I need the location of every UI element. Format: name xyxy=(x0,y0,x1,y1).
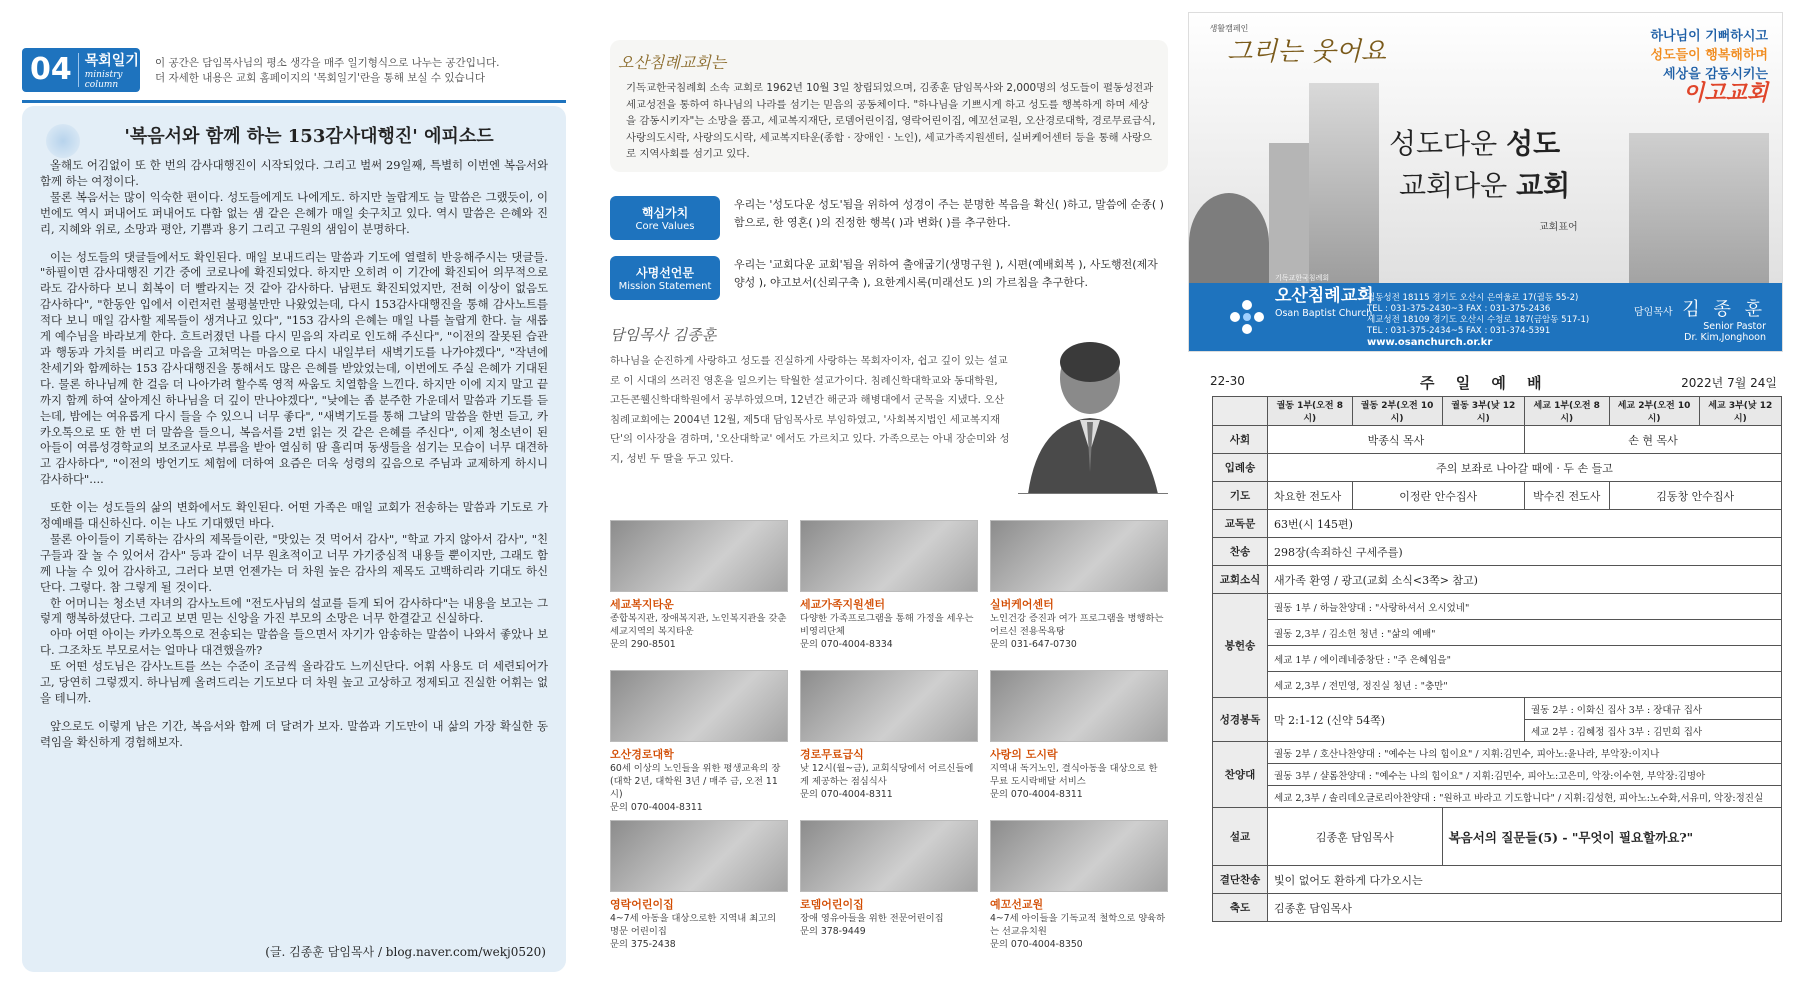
ministry-photo xyxy=(990,820,1168,892)
essay-paragraph: 또 어떤 성도님은 감사노트를 쓰는 수준이 조금씩 올라감도 느끼신단다. 어휘 사용도 더 세련되어가고, 당연히 그렇겠지. 하나님께 올려드리는 기도보다 더 차원 높고 고상하고 정제되고 진실한 어휘는 없을 테니까. xyxy=(40,659,548,705)
table-row xyxy=(1213,510,1782,538)
ministry-title: 영락어린이집 xyxy=(610,898,674,911)
ministry-contact: 문의 031-647-0730 xyxy=(990,639,1077,650)
core-values-text: 우리는 '성도다운 성도'됨을 위하여 성경이 주는 분명한 복음을 확신( )하고, 말씀에 순종( )함으로, 한 영혼( )의 진정한 행복( )과 변화( )를 추구한다. xyxy=(734,198,1164,229)
mission-tag xyxy=(610,256,720,300)
ministry-contact: 문의 070-4004-8350 xyxy=(990,939,1083,950)
essay-paragraph: 앞으로도 이렇게 남은 기간, 복음서와 함께 더 달려가 보자. 말씀과 기도만이 내 삶의 가장 확실한 동력임을 확신하게 경험해보자. xyxy=(40,718,548,749)
vision-line: 세상을 감동시키는 xyxy=(1663,67,1768,82)
core-values-label: 핵심가치 xyxy=(641,206,689,220)
pastor-profile xyxy=(610,322,1168,552)
row-label: 교독문 xyxy=(1213,510,1268,538)
service-header: 세교 1부(오전 8시) xyxy=(1524,397,1609,426)
bulletin-volume: 22-30 xyxy=(1210,374,1245,388)
section-label: 목회일기 xyxy=(84,53,139,69)
table-row xyxy=(1213,698,1782,720)
pastor-title: 담임목사 xyxy=(1634,307,1673,318)
church-intro-text: 기독교한국침례회 소속 교회로 1962년 10월 3일 창립되었으며, 김종훈 담임목사와 2,000명의 성도들이 펼동성전과 세교성전을 통하여 하나님의 나라를 섬기는 믿음의 공동체이다. "하나님을 기쁘시게 하고 성도를 행복하게 하며 세상을 감동시키자"는 소망을 품고, 세교복지재단, 로뎀어린이집, 영락어린이집, 예꼬선교원, 오산경로대학, 경로무료급식, 사랑의도시락, 사랑의도시락, 세교복지타운(종합 · 장애인 · 노인), 세교가족지원센터, 실버케어센터 등을 통해 사랑으로 지역사회를 섬기고 있다. xyxy=(626,82,1156,160)
row-value: 궐동 2,3부 / 김소헌 청년 : "삶의 예배" xyxy=(1268,620,1782,646)
ministry-desc: 4~7세 아이들을 기독교적 철학으로 양육하는 선교유치원 xyxy=(990,913,1166,937)
ministry-photo xyxy=(800,820,978,892)
table-row xyxy=(1213,646,1782,672)
phone-line: TEL : 031-375-2434~5 FAX : 031-374-5391 xyxy=(1367,326,1551,336)
row-label: 설교 xyxy=(1213,808,1268,866)
ministry-title: 세교복지타운 xyxy=(610,598,674,611)
ministry-photo xyxy=(990,670,1168,742)
row-value: 세교 2,3부 / 전민영, 정진실 청년 : "충만" xyxy=(1268,672,1782,698)
ministry-desc: 지역내 독거노인, 결식아동을 대상으로 한 무료 도시락배달 서비스 xyxy=(990,763,1158,787)
ministry-card xyxy=(610,670,788,816)
intro-line: 더 자세한 내용은 교회 홈페이지의 '목회일기'란을 통해 보실 수 있습니다 xyxy=(155,72,485,84)
ministry-contact: 문의 070-4004-8311 xyxy=(610,802,703,813)
row-value: 세교 1부 / 에이레네중창단 : "주 은혜임을" xyxy=(1268,646,1782,672)
row-value: 궐동 1부 / 하늘찬양대 : "사랑하셔서 오시었네" xyxy=(1268,594,1782,620)
ministry-title: 경로무료급식 xyxy=(800,748,864,761)
essay-signature: (글. 김종훈 담임목사 / blog.naver.com/wekj0520) xyxy=(265,945,546,959)
service-header: 세교 2부(오전 10시) xyxy=(1609,397,1699,426)
ministry-desc: 다양한 가족프로그램을 통해 가정을 세우는 비영리단체 xyxy=(800,613,974,637)
bulletin-cover xyxy=(1188,12,1783,352)
table-row xyxy=(1213,426,1782,454)
row-value: 손 현 목사 xyxy=(1524,426,1781,454)
essay-paragraph: 이는 성도들의 댓글들에서도 확인된다. 매일 보내드리는 말씀과 기도에 열렬히 반응해주시는 댓글들. "하필이면 감사대행진 기간 중에 코로나에 확진되었다. 하지만 오히려 이 기간에 확진되어 의무적으로라도 감사하다 보니 회복이 더 빨라지는 것 같아 감사하다. 남편도 확진되었지만, 전혀 이상이 없음도 감사하다", "한동안 입에서 이런저런 불평불만만 나왔었는데, 다시 153감사대행진을 통해 감사노트를 적다 보니 매일 감사할 제목들이 생겨나고 있다", "153 감사의 은혜는 매일 나를 놀랍게 한다. 늘 새롭게 예수님을 바라보게 한다. 흐트러졌던 나를 다시 믿음의 자리로 인도해 주신다", "이전의 잘못된 습관과 행동과 가치를 버리고 마음을 고쳐먹는 마음으로 다시 내일부터 새벽기도를 나가야겠다", "작년에 찬세기와 함께하는 153 감사대행진을 통해서도 많은 은혜를 받았었는데, 이번에도 주실 은혜가 기대된다. 물론 하나님께 한 걸음 더 나아가려 할수록 영적 싸움도 치열함을 느낀다. 하지만 이에 지지 말고 끝까지 함께 하여 살아계신 하나님을 더 깊이 만나야겠다", "낮에는 좀 분주한 가운데서 말씀과 기도를 듣는데, 밤에는 여유롭게 다시 들을 수 있으니 너무 좋다", "새벽기도를 통해 그날의 말씀을 한번 듣고, 카카오톡으로 또 한 번 더 말씀을 들으니, 복음서를 2번 읽는 것 같은 은혜를 주신다", 이제 청소년이 된 아들이 여름성경학교의 보조교사로 부름을 받아 열심히 땀 흘리며 동생들을 섬기는 모습이 너무 대견하고 감사하다", "이전의 방언기도 체험에 더하여 요즘은 더욱 성령의 깊음으로 주님과 교제하게 하시니 감사하다".... xyxy=(40,249,548,487)
table-row xyxy=(1213,538,1782,566)
row-value: 궐동 2부 : 이화신 집사 3부 : 장대규 집사 xyxy=(1524,698,1781,720)
pastor-heading: 담임목사 김종훈 xyxy=(610,326,717,344)
ministry-title: 실버케어센터 xyxy=(990,598,1054,611)
ministry-card xyxy=(610,820,788,966)
table-row xyxy=(1213,866,1782,894)
row-label: 기도 xyxy=(1213,482,1268,510)
campaign-mark-small: 생활캠페인 xyxy=(1209,24,1249,33)
table-row xyxy=(1213,894,1782,922)
divider xyxy=(22,100,566,103)
campaign-mark: 그리는 웃어요 xyxy=(1227,37,1386,67)
vision-brand: 이고교회 xyxy=(1682,80,1768,106)
row-value: 이정란 안수집사 xyxy=(1352,482,1524,510)
dove-icon xyxy=(46,124,80,158)
row-value: 주의 보좌로 나아갈 때에 · 두 손 들고 xyxy=(1268,454,1782,482)
worship-table xyxy=(1212,396,1782,922)
row-value: 298장(속죄하신 구세주를) xyxy=(1268,538,1782,566)
row-label: 성경봉독 xyxy=(1213,698,1268,742)
table-row xyxy=(1213,482,1782,510)
table-row xyxy=(1213,397,1782,426)
service-header: 궐동 1부(오전 8시) xyxy=(1268,397,1353,426)
ministry-title: 사랑의 도시락 xyxy=(990,748,1058,761)
ministry-photo xyxy=(990,520,1168,592)
ministry-title: 세교가족지원센터 xyxy=(800,598,886,611)
row-label: 찬송 xyxy=(1213,538,1268,566)
ministry-contact: 문의 375-2438 xyxy=(610,939,676,950)
worship-order xyxy=(1200,372,1783,962)
row-value: 새가족 환영 / 광고(교회 소식<3쪽> 참고) xyxy=(1268,566,1782,594)
church-url[interactable]: www.osanchurch.or.kr xyxy=(1367,337,1493,348)
row-label: 축도 xyxy=(1213,894,1268,922)
ministry-photo xyxy=(800,670,978,742)
church-intro-heading: 오산침례교회는 xyxy=(618,53,727,72)
essay-paragraph: 물론 복음서는 많이 익숙한 편이다. 성도들에게도 나에게도. 하지만 놀랍게도 늘 말씀은 그랬듯이, 이번에도 역시 퍼내어도 퍼내어도 다함 없는 샘 같은 은혜가 매일 솟구치고 있다. 역시 말씀은 은혜와 진리, 지혜와 위로, 소망과 평안, 기쁨과 용기 그리고 구원의 샘임이 분명하다. xyxy=(40,189,548,236)
row-value: 궐동 2부 / 호산나찬양대 : "예수는 나의 힘이요" / 지휘:김민수, 피아노:윤나라, 부악장:이지나 xyxy=(1268,742,1782,764)
row-value: 63번(시 145편) xyxy=(1268,510,1782,538)
church-tower xyxy=(1309,83,1379,293)
mission-text: 우리는 '교회다운 교회'됨을 위하여 출애굽기(생명구원 ), 시편(예배회복 ), 사도행전(제자양성 ), 야고보서(신뢰구축 ), 요한계시록(미래선도 )의 가르침을 추구한다. xyxy=(734,258,1158,289)
row-label: 입례송 xyxy=(1213,454,1268,482)
essay-paragraph: 아마 어떤 아이는 카카오톡으로 전송되는 말씀을 들으면서 자기가 암송하는 말씀이 나와서 좋았나 보다. 그조차도 부모로서는 얼마나 대견했을까? xyxy=(40,627,548,658)
row-label: 결단찬송 xyxy=(1213,866,1268,894)
vision-line: 하나님이 기뻐하시고 xyxy=(1650,29,1768,44)
ministry-desc: 노인건강 증진과 여가 프로그램을 병행하는 어르신 전용목욕탕 xyxy=(990,613,1164,637)
row-label: 봉헌송 xyxy=(1213,594,1268,698)
pastor-photo xyxy=(1018,322,1168,494)
essay-title: '복음서와 함께 하는 153감사대행진' 에피소드 xyxy=(124,126,494,147)
worship-title: 주 일 예 배 xyxy=(1420,374,1550,392)
section-badge xyxy=(22,48,140,92)
sermon-title: 복음서의 질문들(5) - "무엇이 필요할까요?" xyxy=(1442,808,1781,866)
church-address xyxy=(1367,293,1589,348)
address-line: 궐동성전 18115 경기도 오산시 은여울로 17(궐동 55-2) xyxy=(1367,293,1579,303)
essay-paragraph: 또한 이는 성도들의 삶의 변화에서도 확인된다. 어떤 가족은 매일 교회가 전송하는 말씀과 기도로 가정예배를 대신하신다. 이는 나도 기대했던 바다. xyxy=(40,500,548,531)
service-header: 궐동 3부(낮 12시) xyxy=(1442,397,1524,426)
worship-header xyxy=(1200,372,1783,394)
row-value: 김동창 안수집사 xyxy=(1609,482,1782,510)
ministry-photo xyxy=(610,520,788,592)
row-label: 사회 xyxy=(1213,426,1268,454)
ministry-desc: 60세 이상의 노인들을 위한 평생교육의 장 (대학 2년, 대학원 3년 / 매주 금, 오전 11시) xyxy=(610,763,781,800)
church-name-en: Osan Baptist Church xyxy=(1275,308,1373,319)
section-label-en: ministry column xyxy=(84,70,123,90)
church-denomination: 기독교한국침례회 xyxy=(1275,274,1330,282)
church-vision xyxy=(1650,27,1768,106)
ministry-desc: 낮 12시(월~금), 교회식당에서 어르신들에게 제공하는 점심식사 xyxy=(800,763,974,787)
ministry-card xyxy=(800,520,978,666)
row-label: 찬양대 xyxy=(1213,742,1268,808)
pastor-bio: 하나님을 순진하게 사랑하고 성도를 진실하게 사랑하는 목회자이자, 쉽고 깊이 있는 설교로 이 시대의 쓰러진 영혼을 일으키는 탁월한 설교가이다. 침례신학대학교와 동대학원, 고든콘웰신학대학원에서 공부하였으며, 12년간 해군과 해병대에서 군목을 지냈다. 오산침례교회에는 2004년 12월, 제5대 담임목사로 부임하였고, '사회복지법인 세교복지재단'의 이사장을 겸하며, '오산대학교' 에서도 가르치고 있다. 가족으로는 아내 장순미와 성지, 성빈 두 딸을 두고 있다. xyxy=(610,355,1010,465)
ministry-desc: 종합복지관, 장애복지관, 노인복지관을 갖춘 세교지역의 복지타운 xyxy=(610,613,787,637)
ministry-desc: 4~7세 아동을 대상으로한 지역내 최고의 명문 어린이집 xyxy=(610,913,777,937)
vision-line: 성도들이 행복해하며 xyxy=(1650,48,1768,63)
table-row xyxy=(1213,454,1782,482)
ministry-card xyxy=(800,670,978,816)
slogan-text-bold: 성도 xyxy=(1506,127,1561,160)
ministry-title: 로뎀어린이집 xyxy=(800,898,864,911)
church-logo-icon xyxy=(1227,297,1267,337)
ministry-column xyxy=(22,40,566,970)
row-value: 세교 2,3부 / 솔리데오글로리아찬양대 : "원하고 바라고 기도합니다" / 지휘:김성현, 피아노:노수화,서유미, 악장:정진실 xyxy=(1268,786,1782,808)
pastor-name: 김 종 훈 xyxy=(1682,299,1766,320)
church-name: 오산침례교회 xyxy=(1275,286,1374,306)
ministry-contact: 문의 070-4004-8334 xyxy=(800,639,893,650)
phone-line: TEL : 031-375-2430~3 FAX : 031-375-2436 xyxy=(1367,304,1551,314)
table-row xyxy=(1213,594,1782,620)
intro-line: 이 공간은 담임목사님의 평소 생각을 매주 일기형식으로 나누는 공간입니다. xyxy=(155,57,500,69)
ministry-desc: 장애 영유아들을 위한 전문어린이집 xyxy=(800,913,944,924)
ministry-card xyxy=(610,520,788,666)
address-line: 세교성전 18109 경기도 오산시 수청로 187(금암동 517-1) xyxy=(1367,315,1590,325)
service-header: 궐동 2부(오전 10시) xyxy=(1352,397,1442,426)
ministry-contact: 문의 070-4004-8311 xyxy=(990,789,1083,800)
tree-silhouette xyxy=(1189,193,1269,293)
row-value: 빛이 없어도 환하게 다가오시는 xyxy=(1268,866,1782,894)
ministry-card xyxy=(990,820,1168,966)
row-label: 교회소식 xyxy=(1213,566,1268,594)
section-intro xyxy=(155,56,555,86)
table-row xyxy=(1213,672,1782,698)
table-row xyxy=(1213,742,1782,764)
table-row xyxy=(1213,620,1782,646)
slogan-text-bold: 교회 xyxy=(1516,169,1571,202)
row-value: 김종훈 담임목사 xyxy=(1268,894,1782,922)
table-corner xyxy=(1213,397,1268,426)
slogan-text: 성도다운 xyxy=(1389,127,1507,160)
table-row xyxy=(1213,764,1782,786)
ministry-card xyxy=(800,820,978,966)
essay-paragraph: 물론 아이들이 기록하는 감사의 제목들이란, "맛있는 것 먹어서 감사", "학교 가지 않아서 감사", "친구들과 잘 놀 수 있어서 감사" 등과 같이 너무 원초적이고 너무 가기중심적 내용들 뿐이지만, 그래도 함께 나눌 수 있어 감사하고, 그러다 보면 언젠가는 더 차원 높은 감사의 제목도 고백하리라 기대도 하신단다. 그렇다. 참 그렇게 될 것이다. xyxy=(40,531,548,594)
pastor-name-en: Dr. Kim,Jonghoon xyxy=(1684,332,1766,343)
service-header: 세교 3부(낮 12시) xyxy=(1699,397,1781,426)
core-values xyxy=(610,196,1168,244)
essay-paragraph: 올해도 어김없이 또 한 번의 감사대행진이 시작되었다. 그리고 벌써 29일째, 특별히 이번엔 복음서와 함께 하는 여정이다. xyxy=(40,158,548,188)
building-silhouette xyxy=(1629,133,1769,293)
church-intro-box xyxy=(610,40,1168,172)
core-values-label-en: Core Values xyxy=(635,221,695,232)
mission-label: 사명선언문 xyxy=(636,266,694,280)
ministry-card xyxy=(990,670,1168,816)
table-row xyxy=(1213,786,1782,808)
cover-image xyxy=(1188,12,1783,352)
church-name-block xyxy=(1275,274,1374,323)
ministry-photo xyxy=(800,520,978,592)
row-value: 차요한 전도사 xyxy=(1268,482,1353,510)
church-slogan xyxy=(1379,123,1570,207)
church-info-column xyxy=(610,40,1168,970)
slogan-text: 교회다운 xyxy=(1399,169,1517,202)
worship-date: 2022년 7월 24일 xyxy=(1681,376,1777,390)
senior-pastor xyxy=(1634,295,1766,343)
ministry-contact: 문의 290-8501 xyxy=(610,639,676,650)
row-value: 박수진 전도사 xyxy=(1524,482,1609,510)
section-number: 04 xyxy=(22,53,79,87)
church-info-band xyxy=(1189,274,1783,352)
sermon-preacher: 김종훈 담임목사 xyxy=(1268,808,1443,866)
slogan-caption: 교회표어 xyxy=(1539,222,1578,233)
ministry-contact: 문의 070-4004-8311 xyxy=(800,789,893,800)
row-value: 궐동 3부 / 샬롬찬양대 : "예수는 나의 힘이요" / 지휘:김민수, 피아노:고은미, 악장:이수현, 부악장:김명아 xyxy=(1268,764,1782,786)
row-value: 막 2:1-12 (신약 54쪽) xyxy=(1268,698,1525,742)
ministry-title: 예꼬선교원 xyxy=(990,898,1044,911)
ministry-card xyxy=(990,520,1168,666)
row-value: 세교 2부 : 김혜정 집사 3부 : 김민희 집사 xyxy=(1524,720,1781,742)
row-value: 박종식 목사 xyxy=(1268,426,1525,454)
mission-statement xyxy=(610,256,1168,304)
ministry-title: 오산경로대학 xyxy=(610,748,674,761)
essay-box xyxy=(22,106,566,972)
ministry-contact: 문의 378-9449 xyxy=(800,926,866,937)
pastor-title-en: Senior Pastor xyxy=(1703,321,1766,332)
table-row xyxy=(1213,808,1782,866)
essay-paragraph: 한 어머니는 청소년 자녀의 감사노트에 "전도사님의 설교를 듣게 되어 감사하다"는 내용을 보고는 그렇게 행복하셨단다. 그리고 보면 믿는 신앙을 가진 부모의 소망은 너무 한결같고 신실하다. xyxy=(40,595,548,626)
ministry-photo xyxy=(610,670,788,742)
core-values-tag xyxy=(610,196,720,240)
ministry-photo xyxy=(610,820,788,892)
table-row xyxy=(1213,566,1782,594)
mission-label-en: Mission Statement xyxy=(618,281,712,292)
